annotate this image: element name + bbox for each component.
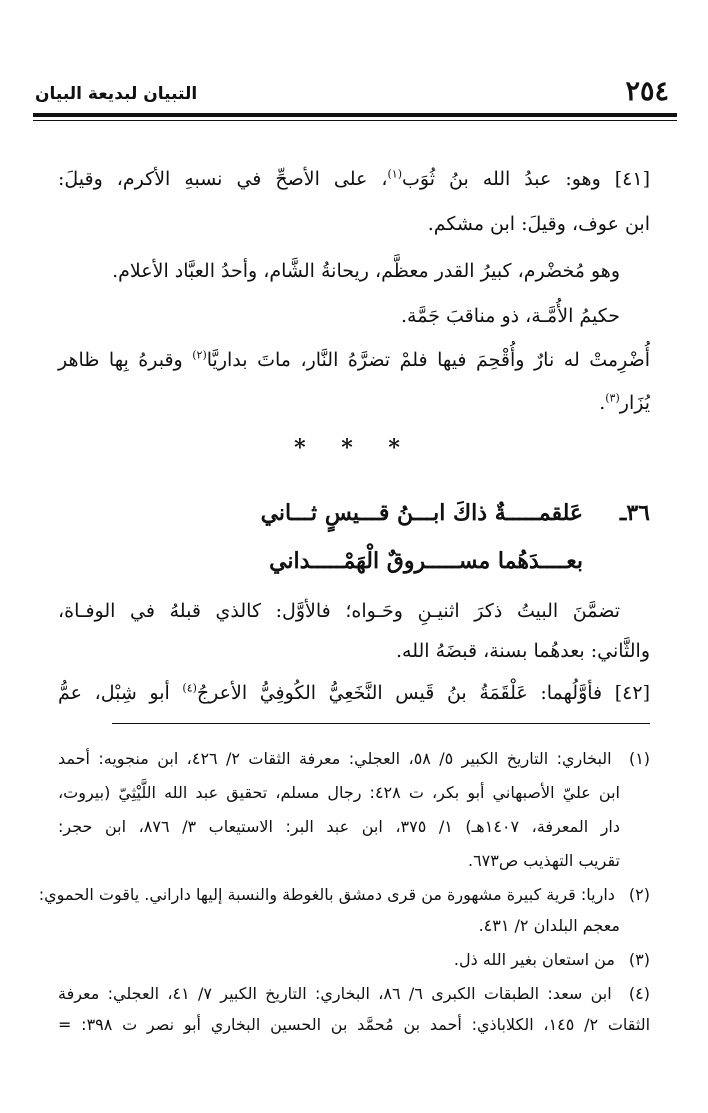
footnote-4-text: ابن سعد: الطبقات الكبرى ٦/ ٨٦، البخاري: التاريخ الكبير ٧/ ٤١، العجلي: معرفة bbox=[58, 984, 612, 1003]
footnote-4-number: (٤) bbox=[628, 984, 650, 1003]
footnote-marker: (٤) bbox=[182, 681, 197, 695]
footnote-1-line-4: تقريب التهذيب ص٦٧٣. bbox=[467, 851, 620, 870]
footnote-2-text: داريا: قرية كبيرة مشهورة من قرى دمشق بالغوطة والنسبة إليها داراني. ياقوت الحموي: bbox=[38, 885, 615, 904]
footnote-3-number: (٣) bbox=[628, 950, 650, 969]
footnote-4-line-1 bbox=[58, 980, 650, 1008]
footnote-1-line-2: ابن عليّ الأصبهاني أبو بكر، ت ٤٢٨: رجال مسلم، تحقيق عبد الله اللَّيْثِيّ (بيروت، bbox=[58, 783, 620, 802]
paragraph-41-line-5: أُضْرِمتْ له نارٌ وأُقْحِمَ فيها فلمْ تضرَّهُ النَّار، ماتَ بداريَّا$^{(٢)}$ وقبرهُ بِها ظاهر bbox=[58, 348, 650, 371]
page-number: ٢٥٤ bbox=[625, 76, 669, 107]
footnote-1-number: (١) bbox=[628, 749, 651, 768]
footnote-2-number: (٢) bbox=[628, 885, 650, 904]
paragraph-42-line-1: [٤٢] فأوَّلُهما: عَلْقَمَةُ بنُ قَيس النَّخَعِيُّ الكُوفِيُّ الأعرجُ$^{(٤)}$ أبو شِبْل، عمُّ bbox=[58, 681, 650, 704]
footnote-3-text: من استعان بغير الله ذل. bbox=[453, 950, 615, 969]
footnote-2-line-2: معجم البلدان ٢/ ٤٣١. bbox=[478, 916, 620, 935]
footnote-1-line-3: دار المعرفة، ١٤٠٧هـ) ١/ ٣٧٥، ابن عبد البر: الاستيعاب ٣/ ٨٧٦، ابن حجر: bbox=[58, 817, 621, 836]
page-header bbox=[35, 76, 675, 112]
footnote-marker: (٢) bbox=[192, 348, 207, 362]
paragraph-36-line-2: والثَّاني: بعدهُما بسنة، قبضَهُ الله. bbox=[395, 640, 650, 662]
verse-hemistich-1: عَلقمـــــةٌ ذاكَ ابـــنُ قـــيسٍ ثـــاني bbox=[260, 500, 583, 526]
verse-number: ٣٦ـ bbox=[619, 500, 650, 526]
header-rule-thick bbox=[33, 113, 677, 117]
footnote-1-line-1 bbox=[58, 745, 650, 773]
paragraph-41-line-4: حكيمُ الأُمَّـة، ذو مناقبَ جَمَّة. bbox=[401, 305, 620, 327]
header-rule-thin bbox=[33, 120, 677, 121]
verse-hemistich-2: بعــــدَهُما مســـــروقٌ الْهَمْـــــداني bbox=[269, 548, 583, 574]
section-separator: * * * bbox=[294, 435, 414, 461]
footnote-rule bbox=[112, 723, 650, 724]
paragraph-41-line-1: [٤١] وهو: عبدُ الله بنُ ثُوَب$^{(١)}$، على الأصحِّ في نسبهِ الأكرم، وقيلَ: bbox=[58, 167, 650, 190]
footnote-marker: (١) bbox=[387, 167, 403, 181]
footnote-4-line-2: الثقات ٢/ ١٤٥، الكلاباذي: أحمد بن مُحمَّد بن الحسين البخاري أبو نصر ت ٣٩٨: = bbox=[58, 1015, 651, 1034]
footnote-3-line-1 bbox=[58, 946, 650, 974]
paragraph-41-line-3: وهو مُخضْرم، كبيرُ القدر معظَّم، ريحانةُ الشَّام، وأحدُ العبَّاد الأعلام. bbox=[112, 260, 620, 282]
paragraph-36-line-1: تضمَّنَ البيتُ ذكرَ اثنيـنِ وحَـواه؛ فالأوَّل: كالذي قبلهُ في الوفـاة، bbox=[58, 600, 620, 622]
footnote-1-text: البخاري: التاريخ الكبير ٥/ ٥٨، العجلي: معرفة الثقات ٢/ ٤٢٦، ابن منجويه: أحمد bbox=[58, 749, 612, 768]
footnote-marker: (٣) bbox=[605, 391, 620, 405]
paragraph-41-line-2: ابن عوف، وقيلَ: ابن مشكم. bbox=[427, 213, 650, 235]
footnote-2-line-1 bbox=[38, 881, 650, 909]
running-title: التبيان لبديعة البيان bbox=[35, 84, 198, 104]
paragraph-41-line-6: يُزَار$^{(٣)}$. bbox=[599, 391, 650, 414]
